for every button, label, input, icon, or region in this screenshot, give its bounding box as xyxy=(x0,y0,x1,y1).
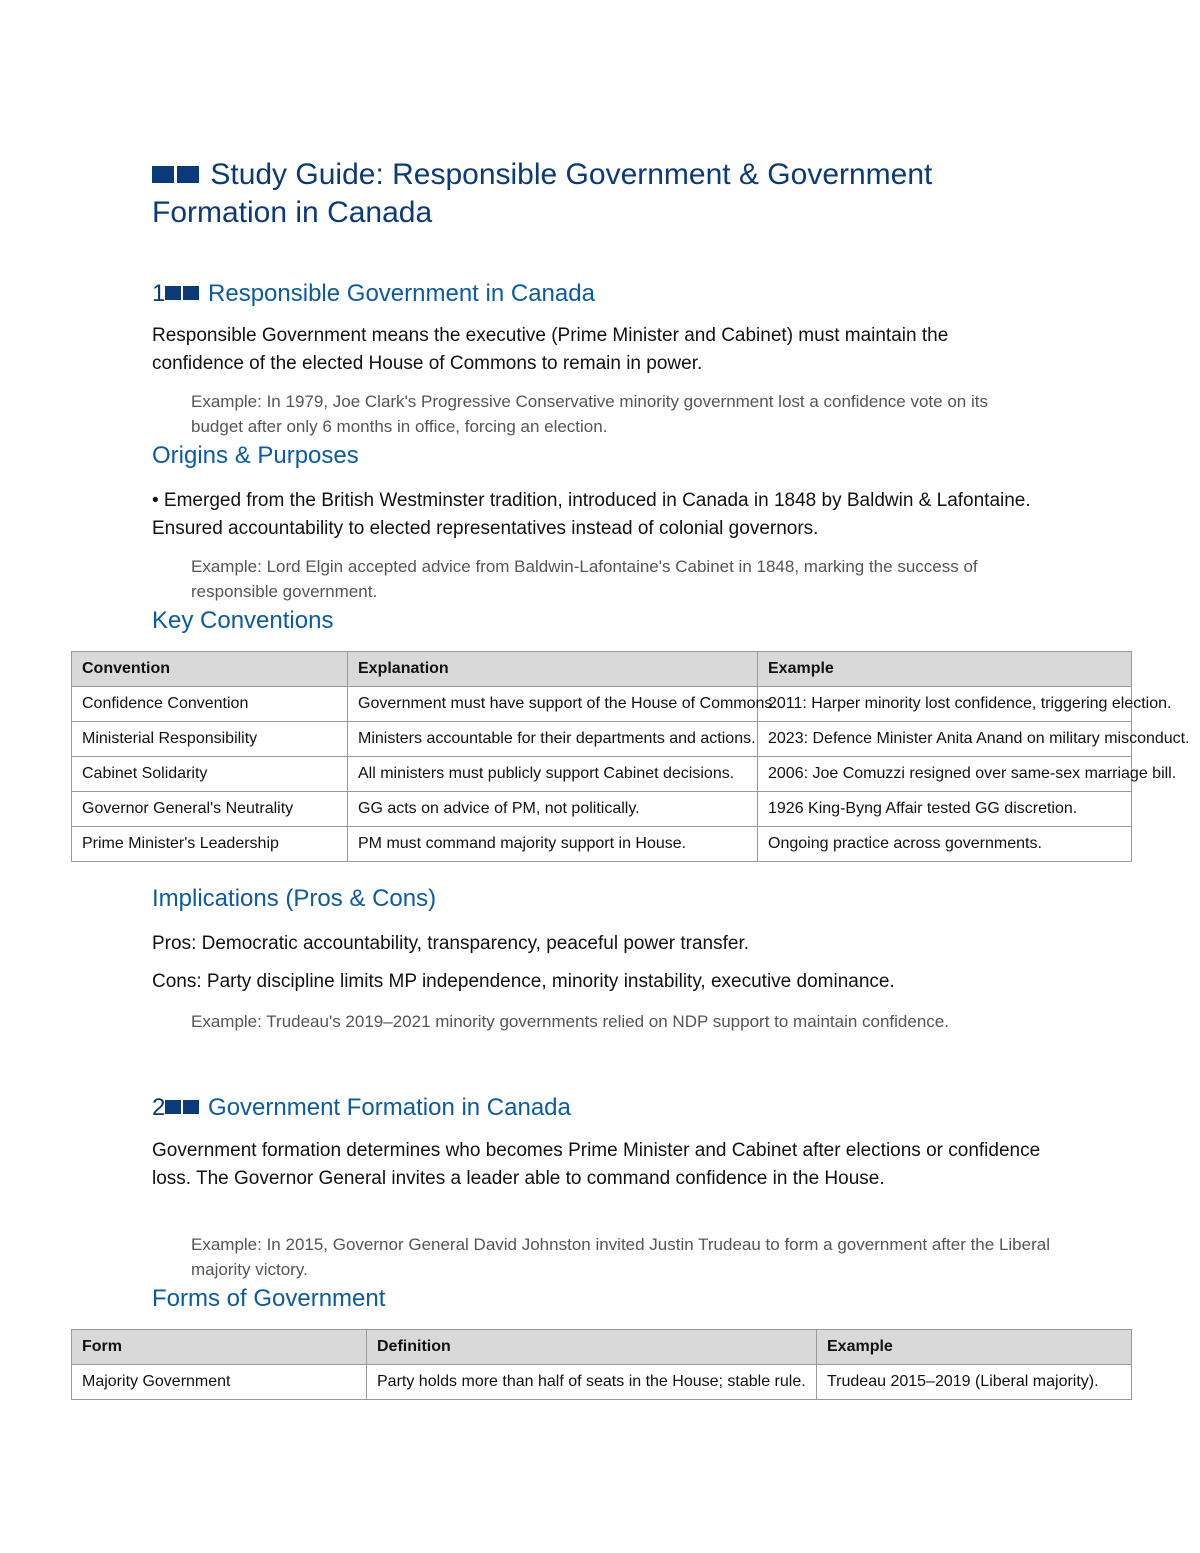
section-1-number: 1 xyxy=(152,280,166,307)
table-cell: Ministers accountable for their departments and actions. xyxy=(348,722,758,757)
square-bullet-icon xyxy=(165,286,181,300)
square-bullet-icon xyxy=(183,286,199,300)
table-header-row xyxy=(72,652,1132,687)
title-line-2: Formation in Canada xyxy=(152,196,433,229)
section-2-example: Example: In 2015, Governor General David Johnston invited Justin Trudeau to form a government after the Liberal majority victory. xyxy=(191,1235,1050,1279)
column-header-convention: Convention xyxy=(72,652,348,687)
table-cell: 2023: Defence Minister Anita Anand on military misconduct. xyxy=(758,722,1132,757)
table-row xyxy=(72,1365,1132,1400)
square-bullet-icon xyxy=(165,1100,181,1114)
table-cell: Prime Minister's Leadership xyxy=(72,827,348,862)
table-cell: Government must have support of the House of Commons. xyxy=(348,687,758,722)
table-cell: 2006: Joe Comuzzi resigned over same-sex marriage bill. xyxy=(758,757,1132,792)
table-cell: 1926 King-Byng Affair tested GG discretion. xyxy=(758,792,1132,827)
section-1-heading xyxy=(152,279,595,309)
title-line-1: Study Guide: Responsible Government & Government xyxy=(210,158,933,191)
section-2-heading xyxy=(152,1093,571,1123)
table-cell: Cabinet Solidarity xyxy=(72,757,348,792)
table-row xyxy=(72,792,1132,827)
table-cell: All ministers must publicly support Cabinet decisions. xyxy=(348,757,758,792)
square-bullet-icon xyxy=(152,166,174,183)
section-2-heading-text: Government Formation in Canada xyxy=(208,1094,571,1121)
square-bullet-icon xyxy=(177,166,199,183)
square-bullet-icon xyxy=(183,1100,199,1114)
key-conventions-table xyxy=(71,651,1190,862)
forms-table xyxy=(71,1329,1132,1400)
implications-cons: Cons: Party discipline limits MP independence, minority instability, executive dominance. xyxy=(152,971,895,992)
column-header-explanation: Explanation xyxy=(348,652,758,687)
implications-example: Example: Trudeau's 2019–2021 minority governments relied on NDP support to maintain confidence. xyxy=(191,1012,949,1031)
forms-heading: Forms of Government xyxy=(152,1285,386,1312)
table-cell: Party holds more than half of seats in the House; stable rule. xyxy=(367,1365,817,1400)
table-cell: 2011: Harper minority lost confidence, triggering election. xyxy=(758,687,1132,722)
implications-heading: Implications (Pros & Cons) xyxy=(152,885,437,912)
table-cell: Ministerial Responsibility xyxy=(72,722,348,757)
column-header-form: Form xyxy=(72,1330,367,1365)
column-header-example: Example xyxy=(758,652,1132,687)
implications-pros: Pros: Democratic accountability, transparency, peaceful power transfer. xyxy=(152,933,750,954)
table-cell: Trudeau 2015–2019 (Liberal majority). xyxy=(817,1365,1132,1400)
table-cell: Confidence Convention xyxy=(72,687,348,722)
key-conventions-heading: Key Conventions xyxy=(152,607,334,634)
table-cell: Governor General's Neutrality xyxy=(72,792,348,827)
origins-heading: Origins & Purposes xyxy=(152,442,359,469)
table-row xyxy=(72,722,1132,757)
table-cell: GG acts on advice of PM, not politically. xyxy=(348,792,758,827)
column-header-example: Example xyxy=(817,1330,1132,1365)
table-row xyxy=(72,757,1132,792)
origins-example: Example: Lord Elgin accepted advice from Baldwin-Lafontaine's Cabinet in 1848, marking the success of responsible government. xyxy=(191,557,978,601)
table-cell: PM must command majority support in House. xyxy=(348,827,758,862)
table-header-row xyxy=(72,1330,1132,1365)
table-cell: Majority Government xyxy=(72,1365,367,1400)
table-row xyxy=(72,827,1132,862)
section-1-intro: Responsible Government means the executive (Prime Minister and Cabinet) must maintain the confidence of the elected House of Commons to remain in power. xyxy=(152,325,949,374)
section-2-intro: Government formation determines who becomes Prime Minister and Cabinet after elections or confidence loss. The Governor General invites a leader able to command confidence in the House. xyxy=(152,1140,1041,1189)
section-1-heading-text: Responsible Government in Canada xyxy=(208,280,595,307)
section-1-example: Example: In 1979, Joe Clark's Progressive Conservative minority government lost a confidence vote on its budget after only 6 months in office, forcing an election. xyxy=(191,392,988,436)
page-title xyxy=(152,156,1052,232)
table-row xyxy=(72,687,1132,722)
origins-text: • Emerged from the British Westminster tradition, introduced in Canada in 1848 by Baldwin & Lafontaine. Ensured accountability to elected representatives instead of colonial governors. xyxy=(152,490,1031,539)
section-2-number: 2 xyxy=(152,1094,166,1121)
table-cell: Ongoing practice across governments. xyxy=(758,827,1132,862)
column-header-definition: Definition xyxy=(367,1330,817,1365)
